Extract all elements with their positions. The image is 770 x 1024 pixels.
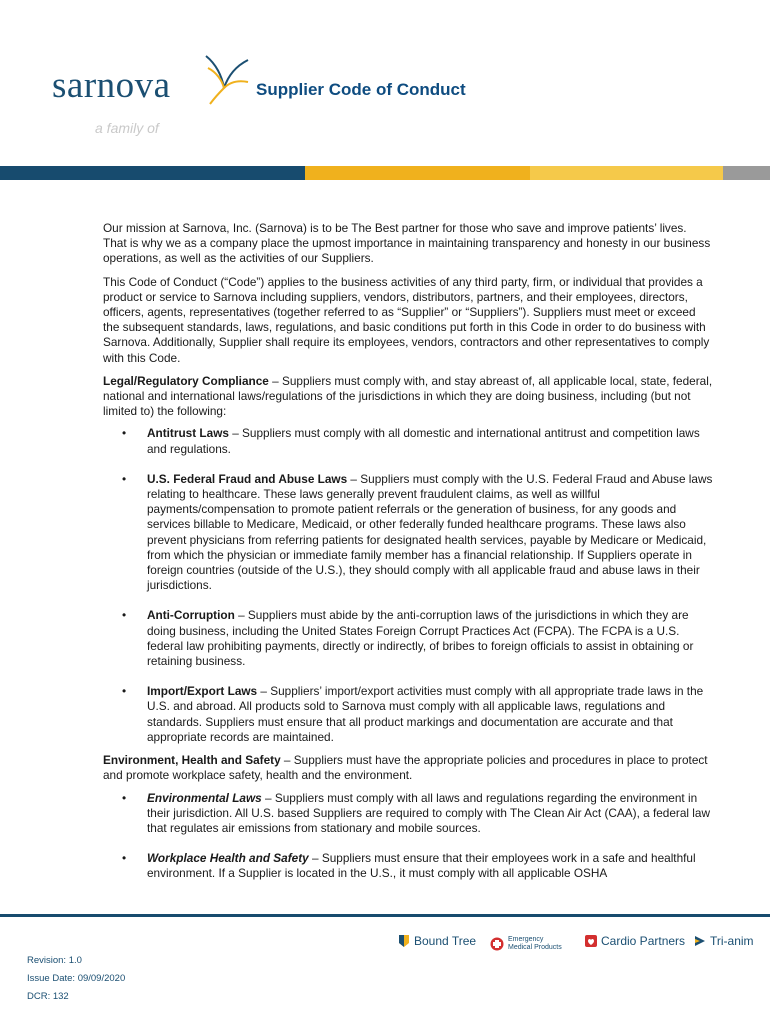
legal-heading: Legal/Regulatory Compliance — [103, 373, 269, 388]
cardio-partners-icon — [585, 935, 597, 947]
emp-icon — [490, 937, 504, 951]
bullet-text: – Suppliers must comply with all domestic and international antitrust and competition laws and regulations. — [147, 426, 700, 456]
bullet: • — [122, 790, 127, 805]
tagline: a family of — [95, 120, 159, 136]
brand-bound-tree — [398, 934, 476, 948]
env-text: – Suppliers must have the appropriate policies and procedures in place to protect and promote workplace safety, health and the environment. — [103, 753, 708, 783]
bullet: • — [122, 426, 127, 441]
tri-anim-label: Tri-anim — [710, 934, 754, 948]
bullet: • — [122, 608, 127, 623]
bullet: • — [122, 684, 127, 699]
cardio-partners-label: Cardio Partners — [601, 934, 686, 948]
brand-cardio-partners — [585, 934, 685, 948]
bullet-text: – Suppliers must comply with all laws and regulations regarding the environment in their jurisdiction. All U.S. based Suppliers are required to comply with The Clean Air Act (CAA), a federal law that regulates air emissions from stationary and mobile sources. — [147, 790, 711, 835]
tri-anim-icon — [694, 935, 706, 947]
legal-paragraph — [103, 374, 713, 420]
header-stripe-gold — [305, 166, 530, 180]
list-item — [103, 426, 713, 456]
dcr-label: DCR: 132 — [27, 991, 69, 1002]
brand-emp — [490, 936, 562, 952]
issue-date-label: Issue Date: 09/09/2020 — [27, 973, 126, 984]
bullet-term: U.S. Federal Fraud and Abuse Laws — [147, 471, 348, 486]
bullet-term: Import/Export Laws — [147, 684, 258, 699]
legal-text: – Suppliers must comply with, and stay abreast of, all applicable local, state, federal, national and international laws/regulations of the jurisdictions in which they are doing business, including (but not limited to) the following: — [103, 373, 713, 419]
bullet-term: Antitrust Laws — [147, 426, 229, 441]
emp-label-line1: Emergency — [508, 936, 544, 943]
bound-tree-label: Bound Tree — [414, 934, 477, 948]
emp-label-line2: Medical Products — [508, 944, 562, 951]
bullet-text: – Suppliers must ensure that their employees work in a safe and healthful environment. If a Supplier is located in the U.S., it must comply with all applicable OSHA — [147, 851, 696, 881]
bullet-text: – Suppliers must abide by the anti-corruption laws of the jurisdictions in which they are doing business, including the United States Foreign Corrupt Practices Act (FCPA). The FCPA is a U.S. federal law prohibiting payments, directly or indirectly, of bribes to foreign officials to assist in obtaining or retaining business. — [147, 608, 694, 669]
list-item — [103, 608, 713, 669]
revision-label: Revision: 1.0 — [27, 955, 82, 966]
bullet: • — [122, 851, 127, 866]
scope-paragraph: This Code of Conduct (“Code”) applies to the business activities of any third party, firm, or individual that provides a product or service to Sarnova including suppliers, vendors, distributors, partners, and their employees, directors, officers, agents, representatives (together referred to as “Supplier” or “Suppliers”). Suppliers must meet or exceed the subsequent standards, laws, regulations, and basic conditions put forth in this Code in order to do business with Sarnova. Additionally, Supplier shall require its employees, vendors, contractors and other representatives to comply with this Code. — [103, 274, 710, 365]
document-body — [103, 221, 713, 897]
bullet-term: Workplace Health and Safety — [147, 851, 309, 866]
list-item — [103, 791, 713, 837]
header-stripe-navy — [0, 166, 305, 180]
list-item — [103, 472, 713, 594]
footer-divider — [0, 914, 770, 917]
mission-paragraph: Our mission at Sarnova, Inc. (Sarnova) is to be The Best partner for those who save and improve patients’ lives. That is why we as a company place the upmost importance in maintaining transparency and honesty in our business operations, as well as the activities of our Suppliers. — [103, 221, 711, 266]
header-stripe-gray — [723, 166, 770, 180]
bullet-text: – Suppliers must comply with the U.S. Federal Fraud and Abuse laws relating to healthcare. These laws generally prevent fraudulent claims, as well as willful payments/compensation to promote patient referrals or the generation of business, for any goods and services billable to Medicare, Medicaid, or other federally funded healthcare programs. These laws also prevent physicians from referring patients for designated health services, payable by Medicare or Medicaid, from which the physician or immediate family member has a financial relationship. If Suppliers operate in foreign countries (outside of the U.S.), they should comply with all applicable fraud and abuse laws in their jurisdictions. — [147, 471, 713, 593]
env-heading: Environment, Health and Safety — [103, 753, 281, 768]
bullet-term: Anti-Corruption — [147, 608, 235, 623]
sarnova-logo — [52, 52, 252, 112]
list-item — [103, 684, 713, 745]
logo-star-icon — [202, 54, 252, 106]
bullet-term: Environmental Laws — [147, 790, 262, 805]
page-title: Supplier Code of Conduct — [256, 80, 466, 99]
bullet-text: – Suppliers’ import/export activities must comply with all appropriate trade laws in the U.S. and abroad. All products sold to Sarnova must comply with all applicable laws, regulations and standards. Suppliers must ensure that all product markings and documentation are accurate and that appropriate records are maintained. — [147, 684, 704, 744]
logo-wordmark: sarnova — [52, 65, 171, 106]
brand-tri-anim — [694, 934, 754, 948]
header-stripe-light-gold — [530, 166, 723, 180]
list-item — [103, 851, 713, 881]
bullet: • — [122, 471, 127, 486]
bound-tree-icon — [398, 934, 410, 948]
env-paragraph — [103, 753, 713, 783]
